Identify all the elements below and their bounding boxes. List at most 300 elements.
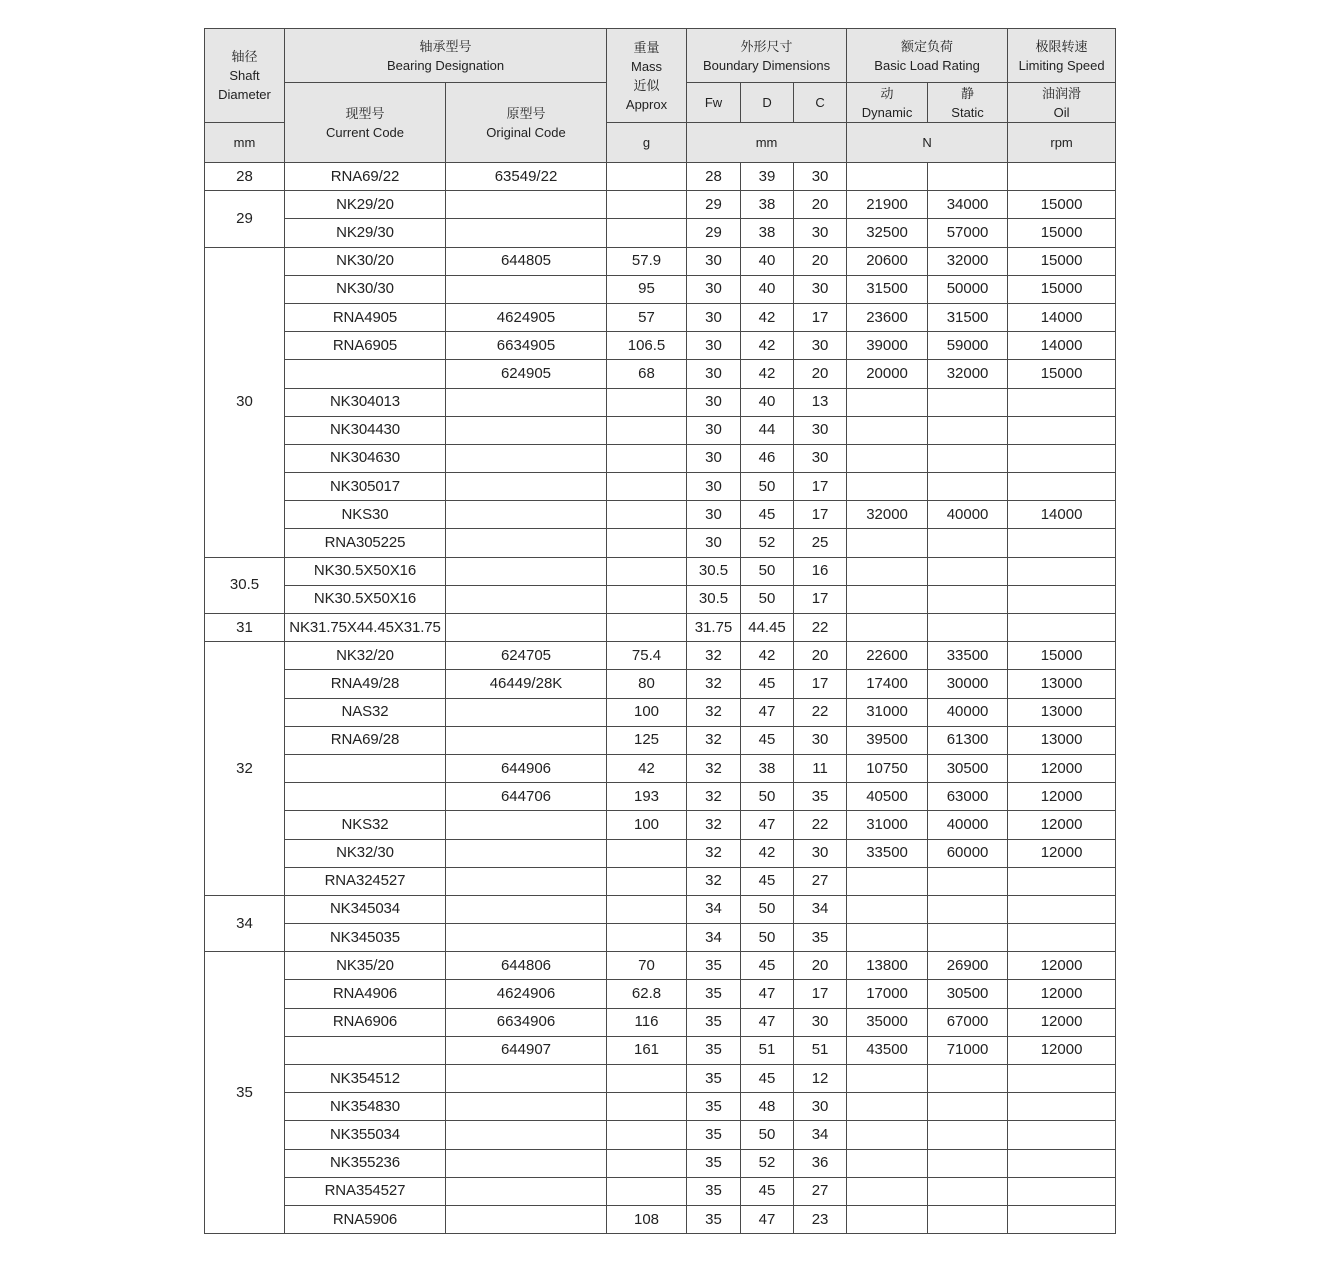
table-row [205, 1036, 1116, 1064]
c-cell: 30 [794, 1093, 847, 1121]
d-cell: 50 [741, 783, 794, 811]
oil-header-zh: 油润滑 [1042, 85, 1082, 101]
fw-cell: 35 [687, 1065, 741, 1093]
fw-cell: 28 [687, 163, 741, 191]
current-code-cell: RNA49/28 [285, 670, 446, 698]
static-load-cell [928, 529, 1008, 557]
oil-speed-cell [1008, 895, 1116, 923]
oil-speed-cell [1008, 163, 1116, 191]
fw-cell: 30 [687, 388, 741, 416]
original-code-cell [446, 388, 607, 416]
mass-cell [607, 388, 687, 416]
table-row [205, 247, 1116, 275]
mass-cell: 70 [607, 952, 687, 980]
table-row [205, 670, 1116, 698]
c-cell: 16 [794, 557, 847, 585]
shaft-unit: mm [205, 123, 285, 163]
original-code-cell [446, 1065, 607, 1093]
oil-speed-cell [1008, 1177, 1116, 1205]
dynamic-load-cell [847, 444, 928, 472]
static-load-cell: 40000 [928, 811, 1008, 839]
static-load-cell: 59000 [928, 332, 1008, 360]
d-cell: 45 [741, 1065, 794, 1093]
d-cell: 38 [741, 219, 794, 247]
current-code-cell: RNA69/22 [285, 163, 446, 191]
fw-cell: 30 [687, 303, 741, 331]
oil-speed-cell: 12000 [1008, 811, 1116, 839]
oil-speed-cell [1008, 557, 1116, 585]
current-code-cell: NK345035 [285, 924, 446, 952]
oil-speed-cell: 15000 [1008, 191, 1116, 219]
original-code-cell [446, 585, 607, 613]
dynamic-load-cell [847, 1205, 928, 1233]
current-code-cell: RNA324527 [285, 867, 446, 895]
c-cell: 20 [794, 642, 847, 670]
original-code-cell [446, 416, 607, 444]
oil-speed-cell [1008, 416, 1116, 444]
current-code-cell: NK354830 [285, 1093, 446, 1121]
static-load-cell [928, 1121, 1008, 1149]
static-load-cell: 31500 [928, 303, 1008, 331]
oil-speed-cell: 15000 [1008, 360, 1116, 388]
current-code-cell: RNA6905 [285, 332, 446, 360]
fw-cell: 30.5 [687, 585, 741, 613]
c-cell: 35 [794, 924, 847, 952]
mass-cell [607, 1149, 687, 1177]
table-row [205, 980, 1116, 1008]
original-code-cell: 644906 [446, 754, 607, 782]
d-cell: 45 [741, 1177, 794, 1205]
table-row [205, 163, 1116, 191]
original-code-header [446, 83, 607, 163]
dynamic-load-cell [847, 163, 928, 191]
current-code-cell: RNA354527 [285, 1177, 446, 1205]
d-cell: 45 [741, 952, 794, 980]
static-load-cell: 67000 [928, 1008, 1008, 1036]
current-code-cell: NKS32 [285, 811, 446, 839]
table-row [205, 924, 1116, 952]
d-cell: 50 [741, 924, 794, 952]
table-row [205, 698, 1116, 726]
bearing-spec-table [204, 28, 1116, 1234]
original-code-cell: 4624906 [446, 980, 607, 1008]
table-row [205, 1149, 1116, 1177]
dynamic-load-cell [847, 867, 928, 895]
static-header [928, 83, 1008, 123]
oil-speed-cell [1008, 614, 1116, 642]
static-header-en: Static [951, 104, 984, 120]
load-header-en: Basic Load Rating [874, 57, 980, 73]
c-cell: 23 [794, 1205, 847, 1233]
static-load-cell [928, 895, 1008, 923]
fw-cell: 32 [687, 811, 741, 839]
current-code-cell: NK354512 [285, 1065, 446, 1093]
dynamic-load-cell: 39500 [847, 726, 928, 754]
oil-speed-cell: 12000 [1008, 839, 1116, 867]
fw-cell: 32 [687, 670, 741, 698]
static-load-cell [928, 163, 1008, 191]
c-cell: 17 [794, 670, 847, 698]
dynamic-load-cell: 33500 [847, 839, 928, 867]
shaft-diameter-cell: 31 [205, 614, 285, 642]
c-cell: 13 [794, 388, 847, 416]
static-load-cell: 40000 [928, 698, 1008, 726]
static-load-cell: 30000 [928, 670, 1008, 698]
oil-speed-cell [1008, 1121, 1116, 1149]
table-row [205, 895, 1116, 923]
mass-cell [607, 163, 687, 191]
current-code-cell: NK32/30 [285, 839, 446, 867]
dynamic-load-cell: 43500 [847, 1036, 928, 1064]
d-cell: 50 [741, 585, 794, 613]
shaft-header-en1: Shaft [229, 68, 260, 83]
current-code-cell: NK35/20 [285, 952, 446, 980]
static-load-cell: 50000 [928, 275, 1008, 303]
d-cell: 51 [741, 1036, 794, 1064]
c-cell: 30 [794, 163, 847, 191]
oil-speed-cell [1008, 1065, 1116, 1093]
oil-speed-cell [1008, 529, 1116, 557]
oil-speed-cell: 12000 [1008, 783, 1116, 811]
c-cell: 34 [794, 895, 847, 923]
dynamic-header-zh: 动 [880, 85, 894, 101]
oil-speed-cell: 12000 [1008, 754, 1116, 782]
static-load-cell [928, 1065, 1008, 1093]
original-code-cell: 6634905 [446, 332, 607, 360]
static-load-cell [928, 416, 1008, 444]
mass-cell: 125 [607, 726, 687, 754]
current-code-cell: NK30/20 [285, 247, 446, 275]
original-code-cell [446, 501, 607, 529]
c-cell: 20 [794, 191, 847, 219]
dynamic-load-cell [847, 529, 928, 557]
current-code-cell: NK29/30 [285, 219, 446, 247]
c-header: C [794, 83, 847, 123]
table-row [205, 1008, 1116, 1036]
original-code-cell [446, 1121, 607, 1149]
dynamic-load-cell: 31000 [847, 698, 928, 726]
d-cell: 47 [741, 698, 794, 726]
table-row [205, 191, 1116, 219]
oil-speed-cell: 14000 [1008, 332, 1116, 360]
fw-cell: 35 [687, 952, 741, 980]
d-cell: 40 [741, 388, 794, 416]
fw-cell: 32 [687, 754, 741, 782]
fw-cell: 30 [687, 332, 741, 360]
original-code-cell [446, 219, 607, 247]
original-code-cell [446, 557, 607, 585]
fw-cell: 35 [687, 1093, 741, 1121]
mass-cell [607, 1093, 687, 1121]
original-code-cell [446, 726, 607, 754]
dynamic-load-cell [847, 1121, 928, 1149]
original-code-cell [446, 614, 607, 642]
table-row [205, 557, 1116, 585]
mass-cell: 80 [607, 670, 687, 698]
boundary-unit: mm [687, 123, 847, 163]
static-load-cell: 26900 [928, 952, 1008, 980]
dynamic-header [847, 83, 928, 123]
shaft-header-en2: Diameter [218, 87, 271, 102]
mass-cell: 108 [607, 1205, 687, 1233]
fw-cell: 30 [687, 501, 741, 529]
c-cell: 30 [794, 416, 847, 444]
dynamic-load-cell [847, 1093, 928, 1121]
c-cell: 30 [794, 1008, 847, 1036]
current-code-cell: NK304430 [285, 416, 446, 444]
oil-speed-cell: 15000 [1008, 275, 1116, 303]
oil-speed-cell: 13000 [1008, 670, 1116, 698]
mass-cell [607, 585, 687, 613]
static-load-cell: 30500 [928, 754, 1008, 782]
mass-cell: 161 [607, 1036, 687, 1064]
static-load-cell: 33500 [928, 642, 1008, 670]
c-cell: 36 [794, 1149, 847, 1177]
mass-cell [607, 895, 687, 923]
oil-speed-cell: 12000 [1008, 952, 1116, 980]
fw-cell: 35 [687, 1205, 741, 1233]
original-code-cell [446, 811, 607, 839]
original-code-cell: 6634906 [446, 1008, 607, 1036]
original-code-cell: 644706 [446, 783, 607, 811]
static-load-cell: 57000 [928, 219, 1008, 247]
original-code-cell: 46449/28K [446, 670, 607, 698]
c-cell: 17 [794, 303, 847, 331]
boundary-header-en: Boundary Dimensions [702, 57, 831, 73]
mass-cell [607, 1065, 687, 1093]
original-code-cell: 644907 [446, 1036, 607, 1064]
d-cell: 50 [741, 473, 794, 501]
fw-cell: 30 [687, 275, 741, 303]
current-code-cell: NKS30 [285, 501, 446, 529]
c-cell: 30 [794, 275, 847, 303]
dynamic-header-en: Dynamic [861, 104, 913, 120]
fw-cell: 30 [687, 416, 741, 444]
current-code-cell: NK31.75X44.45X31.75 [285, 614, 446, 642]
original-code-cell [446, 275, 607, 303]
mass-cell [607, 501, 687, 529]
original-code-cell: 624705 [446, 642, 607, 670]
oil-speed-cell [1008, 1149, 1116, 1177]
current-code-cell [285, 1036, 446, 1064]
oil-header-en: Oil [1053, 104, 1070, 120]
shaft-diameter-cell: 30.5 [205, 557, 285, 613]
original-code-cell: 624905 [446, 360, 607, 388]
table-row [205, 1065, 1116, 1093]
fw-cell: 34 [687, 924, 741, 952]
mass-cell: 95 [607, 275, 687, 303]
table-row [205, 332, 1116, 360]
dynamic-load-cell: 32500 [847, 219, 928, 247]
current-code-cell: NK345034 [285, 895, 446, 923]
mass-cell: 75.4 [607, 642, 687, 670]
mass-cell [607, 473, 687, 501]
table-row [205, 303, 1116, 331]
dynamic-load-cell: 10750 [847, 754, 928, 782]
dynamic-load-cell [847, 585, 928, 613]
table-row [205, 388, 1116, 416]
shaft-header [205, 29, 285, 123]
c-cell: 20 [794, 360, 847, 388]
fw-cell: 32 [687, 839, 741, 867]
d-cell: 47 [741, 1008, 794, 1036]
c-cell: 17 [794, 585, 847, 613]
oil-speed-cell: 12000 [1008, 1036, 1116, 1064]
shaft-diameter-cell: 28 [205, 163, 285, 191]
d-cell: 44 [741, 416, 794, 444]
c-cell: 30 [794, 839, 847, 867]
current-code-cell: NK355034 [285, 1121, 446, 1149]
c-cell: 20 [794, 952, 847, 980]
d-cell: 47 [741, 811, 794, 839]
fw-cell: 32 [687, 726, 741, 754]
shaft-diameter-cell: 29 [205, 191, 285, 247]
table-row [205, 416, 1116, 444]
original-code-cell [446, 1177, 607, 1205]
static-load-cell: 60000 [928, 839, 1008, 867]
table-row [205, 726, 1116, 754]
current-code-cell: RNA69/28 [285, 726, 446, 754]
oil-speed-cell: 15000 [1008, 247, 1116, 275]
table-row [205, 952, 1116, 980]
static-load-cell [928, 557, 1008, 585]
dynamic-load-cell: 17000 [847, 980, 928, 1008]
original-code-cell [446, 1149, 607, 1177]
oil-speed-cell: 15000 [1008, 642, 1116, 670]
d-cell: 42 [741, 303, 794, 331]
d-cell: 42 [741, 360, 794, 388]
mass-cell: 116 [607, 1008, 687, 1036]
mass-cell [607, 839, 687, 867]
d-cell: 45 [741, 726, 794, 754]
d-cell: 50 [741, 557, 794, 585]
table-row [205, 754, 1116, 782]
original-code-cell [446, 924, 607, 952]
dynamic-load-cell [847, 416, 928, 444]
mass-cell: 106.5 [607, 332, 687, 360]
table-body [205, 163, 1116, 1234]
static-load-cell [928, 1205, 1008, 1233]
static-load-cell: 61300 [928, 726, 1008, 754]
fw-cell: 35 [687, 1177, 741, 1205]
c-cell: 17 [794, 980, 847, 1008]
current-code-cell: RNA305225 [285, 529, 446, 557]
table-row [205, 1177, 1116, 1205]
dynamic-load-cell: 13800 [847, 952, 928, 980]
current-code-header-zh: 现型号 [345, 105, 385, 121]
mass-header [607, 29, 687, 123]
static-load-cell: 30500 [928, 980, 1008, 1008]
original-code-cell: 4624905 [446, 303, 607, 331]
original-code-cell [446, 895, 607, 923]
mass-cell [607, 557, 687, 585]
static-load-cell [928, 1177, 1008, 1205]
dynamic-load-cell: 40500 [847, 783, 928, 811]
c-cell: 30 [794, 726, 847, 754]
d-header: D [741, 83, 794, 123]
current-code-cell: NK30/30 [285, 275, 446, 303]
oil-speed-cell [1008, 1093, 1116, 1121]
dynamic-load-cell [847, 895, 928, 923]
oil-speed-cell: 14000 [1008, 303, 1116, 331]
speed-unit: rpm [1008, 123, 1116, 163]
fw-cell: 30 [687, 473, 741, 501]
mass-cell: 62.8 [607, 980, 687, 1008]
fw-cell: 34 [687, 895, 741, 923]
c-cell: 30 [794, 219, 847, 247]
static-load-cell: 32000 [928, 360, 1008, 388]
current-code-cell: NK30.5X50X16 [285, 585, 446, 613]
mass-cell: 42 [607, 754, 687, 782]
original-code-header-en: Original Code [486, 124, 566, 140]
c-cell: 17 [794, 473, 847, 501]
fw-cell: 32 [687, 867, 741, 895]
table-row [205, 811, 1116, 839]
load-header [847, 29, 1008, 83]
dynamic-load-cell [847, 557, 928, 585]
mass-cell: 100 [607, 811, 687, 839]
shaft-diameter-cell: 34 [205, 895, 285, 951]
fw-cell: 35 [687, 1008, 741, 1036]
d-cell: 38 [741, 191, 794, 219]
current-code-cell: NK304630 [285, 444, 446, 472]
d-cell: 46 [741, 444, 794, 472]
d-cell: 45 [741, 670, 794, 698]
oil-header [1008, 83, 1116, 123]
static-load-cell: 71000 [928, 1036, 1008, 1064]
table-row [205, 642, 1116, 670]
fw-cell: 30 [687, 529, 741, 557]
static-load-cell: 63000 [928, 783, 1008, 811]
mass-cell [607, 924, 687, 952]
fw-cell: 32 [687, 642, 741, 670]
c-cell: 22 [794, 614, 847, 642]
boundary-header-zh: 外形尺寸 [740, 38, 793, 54]
mass-header-zh2: 近似 [633, 77, 660, 93]
fw-cell: 31.75 [687, 614, 741, 642]
table-row [205, 219, 1116, 247]
oil-speed-cell [1008, 585, 1116, 613]
shaft-diameter-cell: 32 [205, 642, 285, 896]
static-load-cell [928, 1093, 1008, 1121]
dynamic-load-cell [847, 924, 928, 952]
mass-cell [607, 416, 687, 444]
current-code-header [285, 83, 446, 163]
c-cell: 12 [794, 1065, 847, 1093]
fw-cell: 32 [687, 783, 741, 811]
shaft-diameter-cell: 35 [205, 952, 285, 1234]
fw-cell: 30.5 [687, 557, 741, 585]
d-cell: 48 [741, 1093, 794, 1121]
dynamic-load-cell [847, 1065, 928, 1093]
dynamic-load-cell: 17400 [847, 670, 928, 698]
dynamic-load-cell: 39000 [847, 332, 928, 360]
mass-cell: 100 [607, 698, 687, 726]
c-cell: 27 [794, 1177, 847, 1205]
mass-header-en1: Mass [630, 58, 663, 74]
current-code-cell: NK29/20 [285, 191, 446, 219]
static-load-cell [928, 1149, 1008, 1177]
d-cell: 45 [741, 501, 794, 529]
original-code-header-zh: 原型号 [506, 105, 546, 121]
table-row [205, 529, 1116, 557]
fw-header: Fw [687, 83, 741, 123]
mass-unit: g [607, 123, 687, 163]
c-cell: 34 [794, 1121, 847, 1149]
d-cell: 47 [741, 980, 794, 1008]
original-code-cell [446, 473, 607, 501]
mass-cell [607, 1177, 687, 1205]
